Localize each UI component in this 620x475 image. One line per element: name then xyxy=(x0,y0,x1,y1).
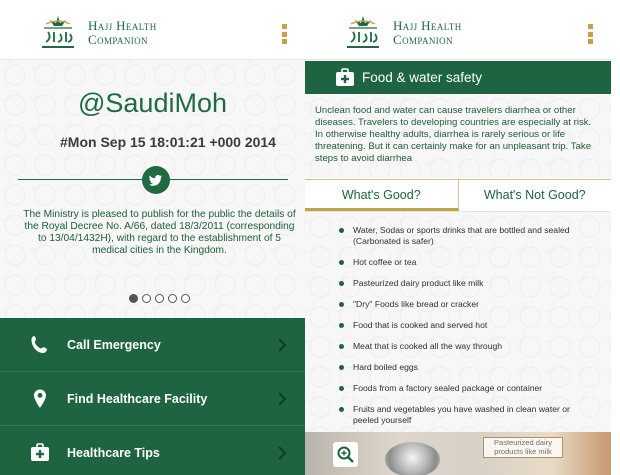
location-pin-icon xyxy=(29,388,51,410)
nav-healthcare-tips[interactable] xyxy=(0,426,305,475)
nav-label: Find Healthcare Facility xyxy=(67,392,208,406)
food-photo xyxy=(305,432,611,475)
twitter-handle[interactable]: @SaudiMoh xyxy=(78,88,227,118)
carousel-dot-3[interactable] xyxy=(155,294,164,303)
intro-text: Unclean food and water can cause travelers diarrhea or other diseases. Travelers to developing countries are especially at risk. In otherwise healthy adults, diarrhea is rarely serious or life threatening. But it can certainly make for an unpleasant trip. Take steps to avoid diarrhea xyxy=(315,105,592,164)
list-item: Foods from a factory sealed package or container xyxy=(339,383,584,394)
carousel-indicator xyxy=(129,294,190,303)
list-item: Fruits and vegetables you have washed in clean water or peeled yourself xyxy=(339,404,584,425)
list-item: Pasteurized dairy product like milk xyxy=(339,278,584,289)
ministry-of-health-logo xyxy=(337,14,389,52)
brand-line-1: Hajj Health xyxy=(393,18,462,33)
section-header xyxy=(305,61,611,94)
list-item: Food that is cooked and served hot xyxy=(339,320,584,331)
main-nav xyxy=(0,318,305,475)
tab-whats-not-good[interactable]: What's Not Good? xyxy=(483,188,586,202)
brand-line-2: Companion xyxy=(393,32,453,47)
list-item: Hot coffee or tea xyxy=(339,257,584,268)
app-header xyxy=(0,0,305,60)
list-item: Meat that is cooked all the way through xyxy=(339,341,584,352)
app-header xyxy=(305,0,611,60)
section-title: Food & water safety xyxy=(362,70,483,85)
carousel-dot-2[interactable] xyxy=(142,294,151,303)
carousel-dot-5[interactable] xyxy=(181,294,190,303)
nav-label: Healthcare Tips xyxy=(67,446,160,460)
tab-whats-good[interactable]: What's Good? xyxy=(305,180,459,211)
tweet-text: The Ministry is pleased to publish for the public the details of the Royal Decree No. A/66, dated 18/3/2011 (corresponding to 13/04/1432H), with regard to the establishment of 5 medical cities in the Kingdom. xyxy=(23,209,296,256)
list-item: Water, Sodas or sports drinks that are bottled and sealed (Carbonated is safer) xyxy=(339,225,584,246)
right-screen xyxy=(305,0,611,475)
chevron-right-icon xyxy=(277,337,287,353)
first-aid-kit-icon xyxy=(335,68,355,88)
carousel-dot-1[interactable] xyxy=(129,294,138,303)
brand-line-2: Companion xyxy=(88,32,148,47)
page-margin xyxy=(611,0,620,475)
ministry-of-health-logo xyxy=(32,14,84,52)
phone-icon xyxy=(29,334,51,356)
nav-call-emergency[interactable] xyxy=(0,318,305,372)
can-image xyxy=(385,442,440,475)
chevron-right-icon xyxy=(277,445,287,461)
nav-label: Call Emergency xyxy=(67,338,161,352)
app-brand-name xyxy=(88,19,157,47)
nav-find-healthcare-facility[interactable] xyxy=(0,372,305,426)
twitter-bird-icon xyxy=(142,166,170,194)
good-items-list xyxy=(339,225,584,436)
app-brand-name xyxy=(393,19,462,47)
zoom-in-icon xyxy=(333,442,358,467)
list-item: Hard boiled eggs xyxy=(339,362,584,373)
list-item: "Dry" Foods like bread or cracker xyxy=(339,299,584,310)
photo-caption: Pasteurized dairy products like milk xyxy=(483,437,563,458)
carousel-dot-4[interactable] xyxy=(168,294,177,303)
first-aid-kit-icon xyxy=(29,442,51,464)
overflow-menu-icon[interactable] xyxy=(282,24,287,44)
chevron-right-icon xyxy=(277,391,287,407)
zoom-button[interactable] xyxy=(333,442,358,467)
tweet-timestamp: #Mon Sep 15 18:01:21 +000 2014 xyxy=(60,134,276,150)
tab-bar xyxy=(305,179,611,212)
overflow-menu-icon[interactable] xyxy=(588,24,593,44)
brand-line-1: Hajj Health xyxy=(88,18,157,33)
left-screen xyxy=(0,0,305,475)
